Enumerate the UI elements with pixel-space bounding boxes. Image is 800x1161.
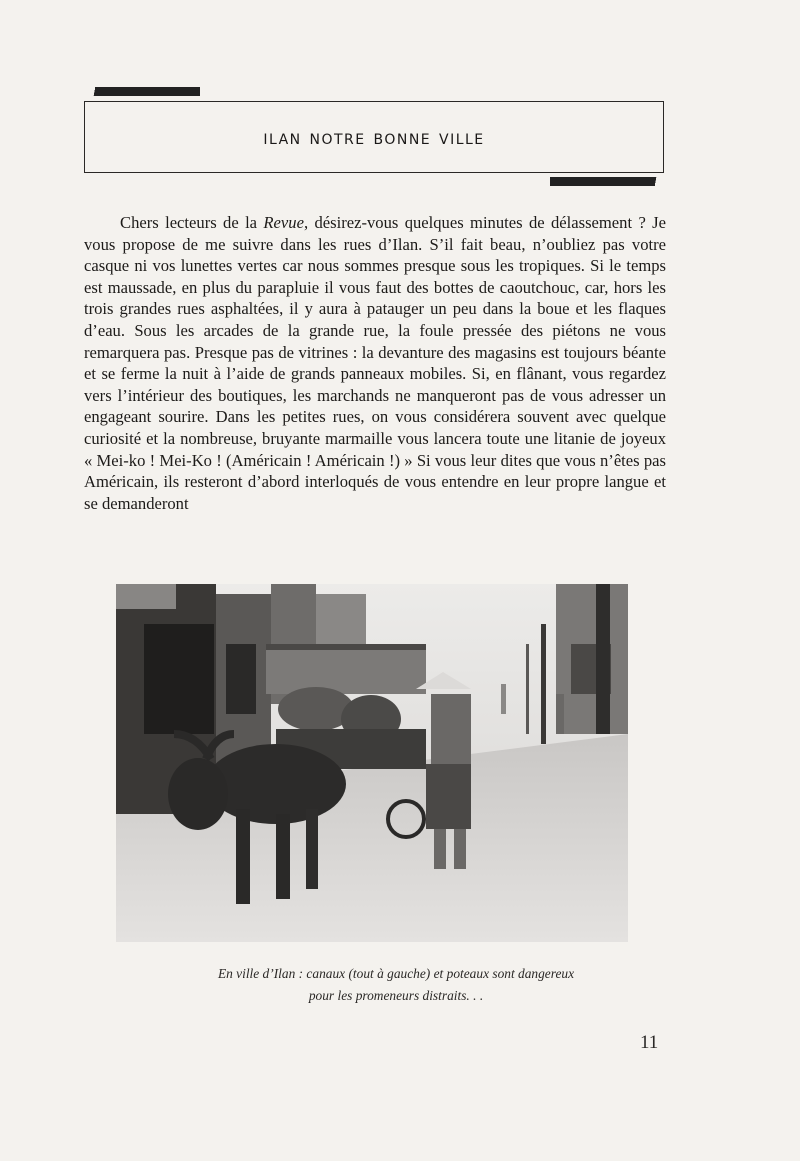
body-text-start: Chers lecteurs de la (120, 213, 264, 232)
title-rule-top (86, 87, 200, 96)
caption-line: En ville d’Ilan : canaux (tout à gauche) et poteaux sont dangereux (217, 966, 575, 981)
caption-line: pour les promeneurs distraits. . . (308, 988, 484, 1003)
article-body (84, 212, 666, 514)
title-rule-bottom (550, 177, 664, 186)
body-text-rest: , désirez-vous quelques minutes de délassement ? Je vous propose de me suivre dans les rues d’Ilan. S’il fait beau, n’oubliez pas votre casque ni vos lunettes vertes car nous sommes presque sous les tropiques. Si le temps est maussade, en plus du parapluie il vous faut des bottes de caoutchouc, car, hors les trois grandes rues asphaltées, il y aura à patauger un peu dans la boue et les flaques d’eau. Sous les arcades de la grande rue, la foule pressée des piétons ne vous remarquera pas. Presque pas de vitrines : la devanture des magasins est toujours béante et se ferme la nuit à l’aide de grands panneaux mobiles. Si, en flânant, vous regardez vers l’intérieur des boutiques, les marchands ne manqueront pas de vous adresser un engageant sourire. Dans les petites rues, on vous considérera souvent avec quelque curiosité et la nombreuse, bruyante marmaille vous lancera toute une litanie de joyeux « Mei-ko ! Mei-Ko ! (Américain ! Américain !) » Si vous leur dites que vous n’êtes pas Américain, ils resteront d’abord interloqués de vous entendre en leur propre langue et se demanderont (84, 213, 666, 513)
street-photo (116, 584, 628, 942)
article-title: ilan notre bonne ville (263, 125, 485, 149)
body-text-italic: Revue (263, 213, 304, 232)
photo-caption (120, 963, 672, 1007)
page-number: 11 (640, 1032, 659, 1053)
body-paragraph (84, 212, 666, 514)
